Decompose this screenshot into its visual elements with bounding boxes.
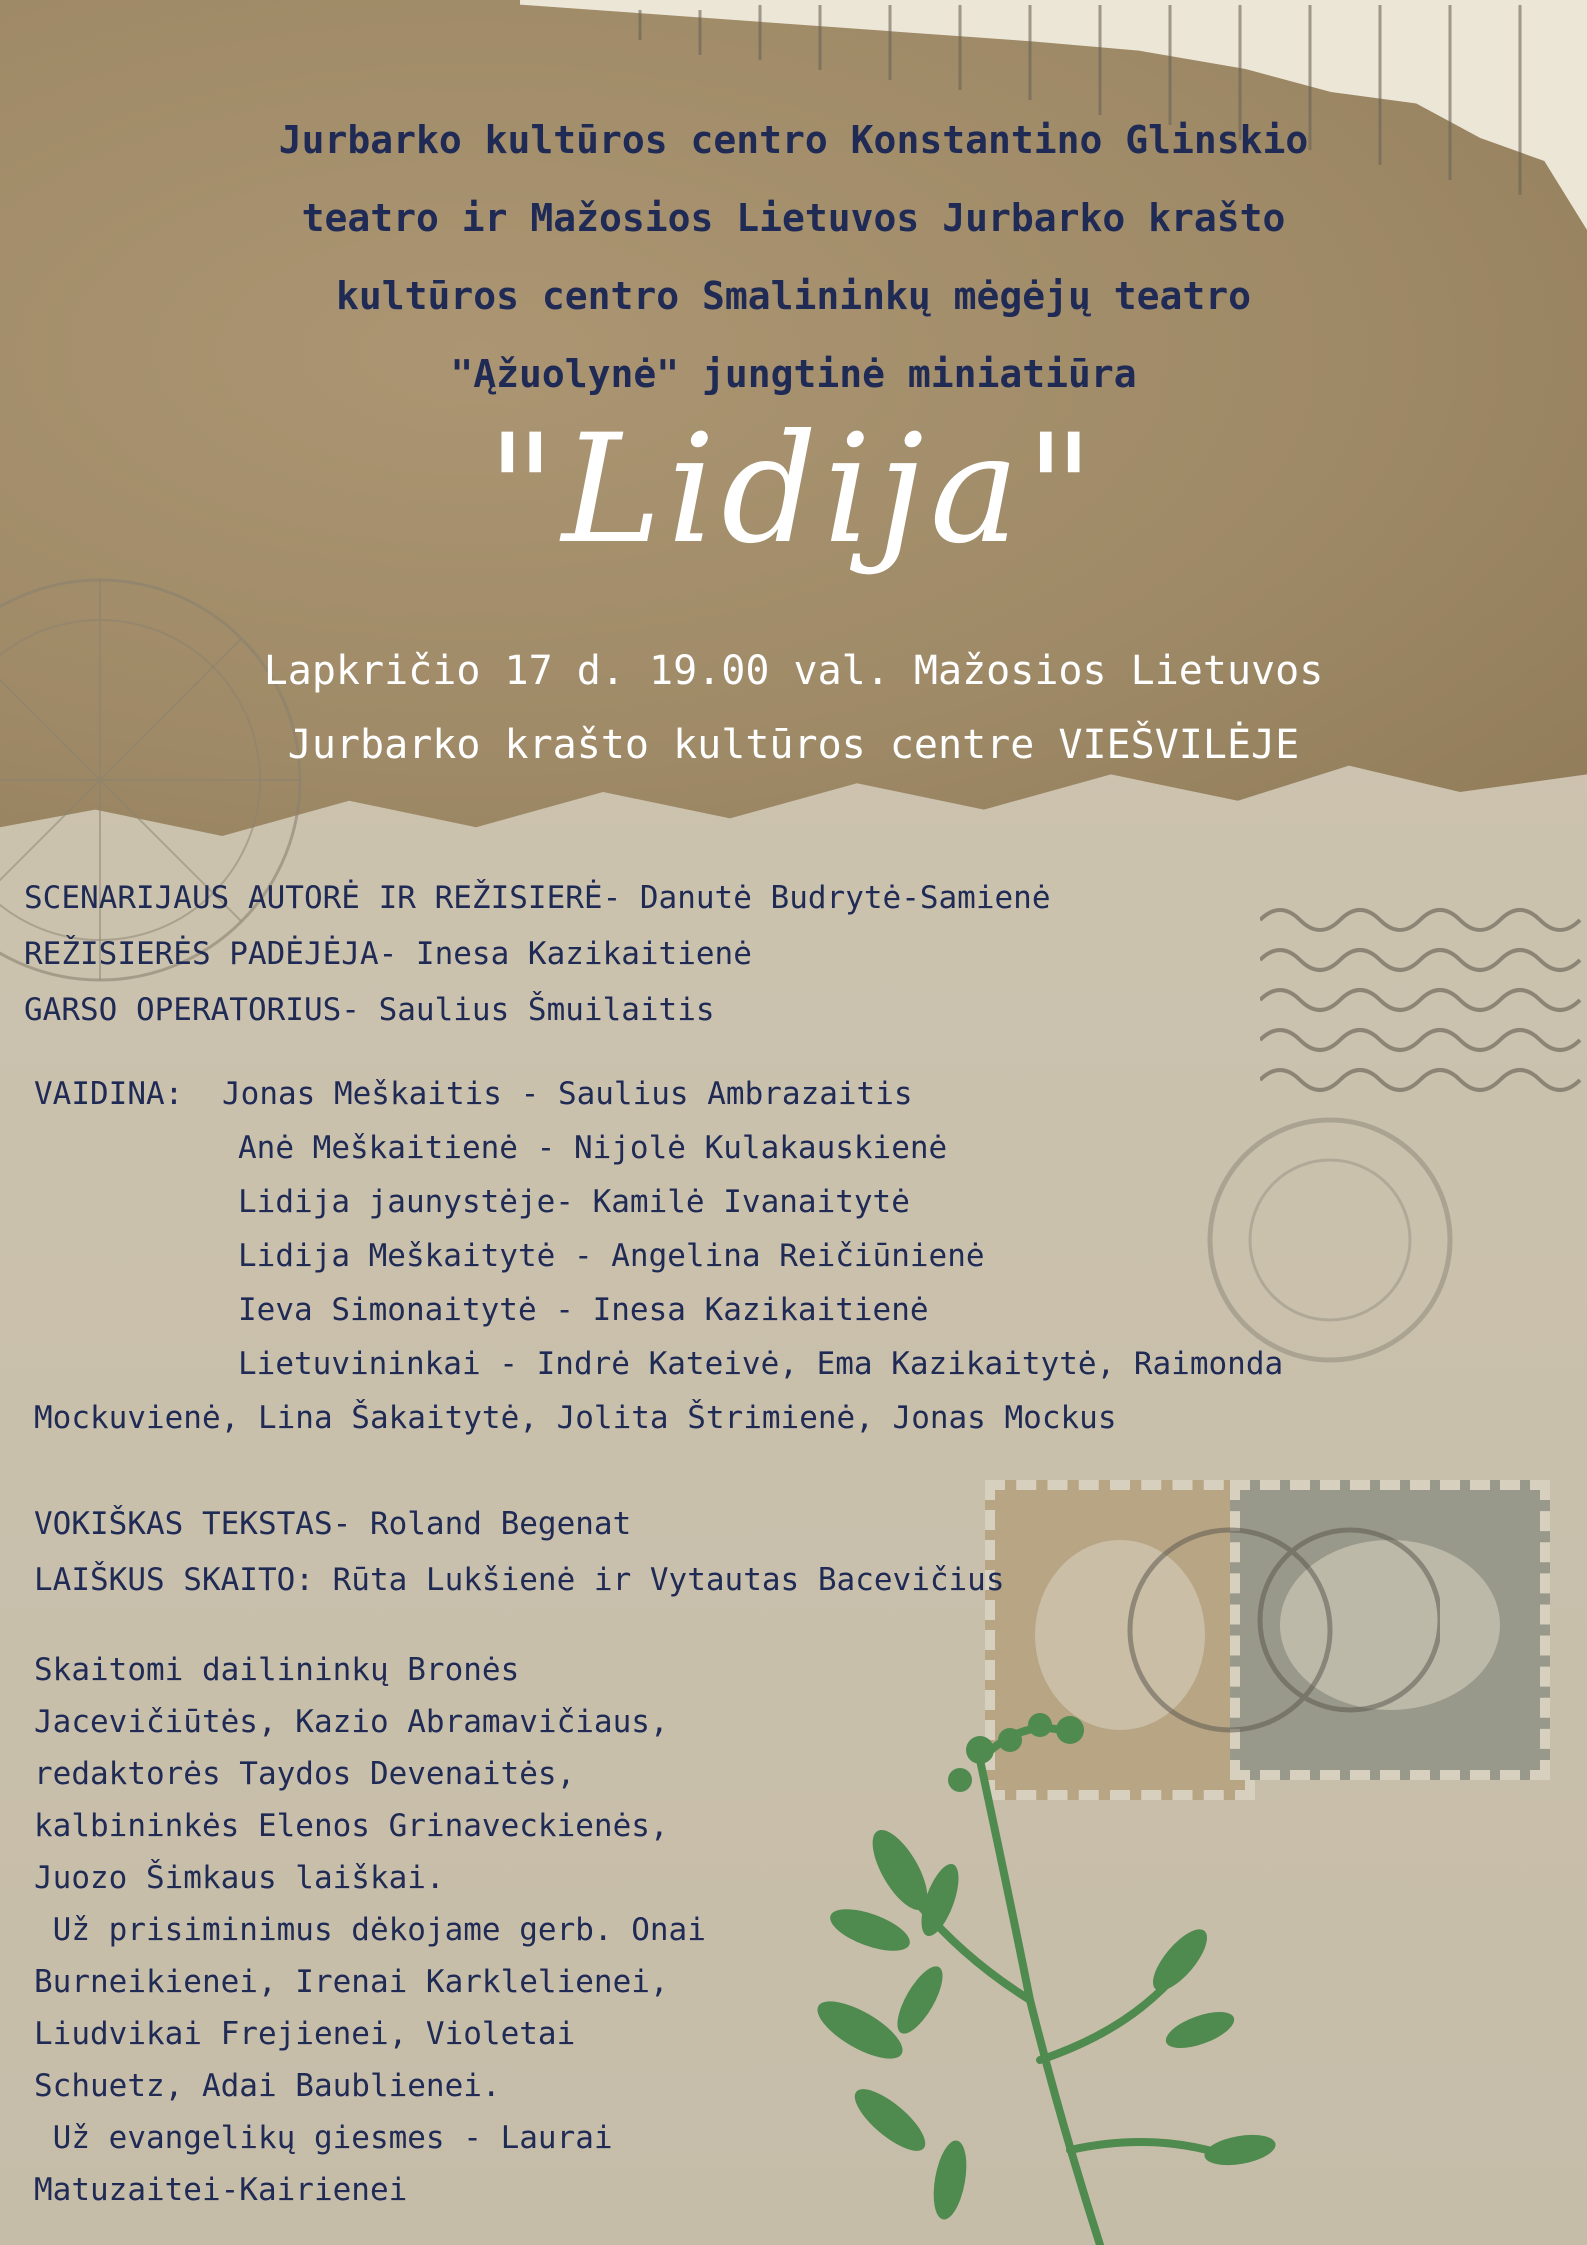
cast-role: Lietuvininkai - Indrė Kateivė, Ema Kazikaitytė, Raimonda [238,1346,1284,1382]
header-line-3: kultūros centro Smalininkų mėgėjų teatro [335,274,1252,318]
note-line: Už prisiminimus dėkojame gerb. Onai [34,1912,706,1948]
cast-first-role: Jonas Meškaitis - Saulius Ambrazaitis [222,1076,913,1112]
credit-letter-readers: LAIŠKUS SKAITO: Rūta Lukšienė ir Vytautas Bacevičius [34,1562,1005,1598]
note-line: Už evangelikų giesmes - Laurai [34,2120,613,2156]
credit-sound: GARSO OPERATORIUS- Saulius Šmuilaitis [24,992,715,1028]
note-line: Juozo Šimkaus laiškai. [34,1860,445,1896]
cast-continuation: Mockuvienė, Lina Šakaitytė, Jolita Štrimienė, Jonas Mockus [34,1400,1117,1436]
newspaper-lines-decoration [560,0,1587,220]
note-line: Matuzaitei-Kairienei [34,2172,408,2208]
compass-rose-decoration [0,560,320,1000]
postmark-wavy-lines [1260,900,1587,1100]
round-postmark [1190,1100,1470,1380]
cast-role: Anė Meškaitienė - Nijolė Kulakauskienė [238,1130,948,1166]
event-venue-line: Jurbarko krašto kultūros centre VIEŠVILĖJE [287,722,1300,768]
credit-assistant: REŽISIERĖS PADĖJĖJA- Inesa Kazikaitienė [24,936,752,972]
event-date-line: Lapkričio 17 d. 19.00 val. Mažosios Lietuvos [263,648,1324,694]
note-line: Schuetz, Adai Baublienei. [34,2068,501,2104]
cast-role: Lidija Meškaitytė - Angelina Reičiūnienė [238,1238,985,1274]
credit-german-text: VOKIŠKAS TEKSTAS- Roland Begenat [34,1506,632,1542]
note-line: Liudvikai Frejienei, Violetai [34,2016,576,2052]
note-line: Skaitomi dailininkų Bronės [34,1652,520,1688]
header-line-4: "Ąžuolynė" jungtinė miniatiūra [450,352,1137,396]
cast-role: Ieva Simonaitytė - Inesa Kazikaitienė [238,1292,929,1328]
play-title: "Lidija" [486,403,1101,577]
credit-director: SCENARIJAUS AUTORĖ IR REŽISIERĖ- Danutė Budrytė-Samienė [24,880,1051,916]
cast-label: VAIDINA: [34,1076,184,1112]
note-line: redaktorės Taydos Devenaitės, [34,1756,576,1792]
cast-role: Lidija jaunystėje- Kamilė Ivanaitytė [238,1184,910,1220]
header-line-1: Jurbarko kultūros centro Konstantino Glinskio [278,118,1309,162]
note-line: Jacevičiūtės, Kazio Abramavičiaus, [34,1704,669,1740]
note-line: Burneikienei, Irenai Karklelienei, [34,1964,669,2000]
note-line: kalbininkės Elenos Grinaveckienės, [34,1808,669,1844]
green-plant-illustration [800,1700,1280,2245]
header-line-2: teatro ir Mažosios Lietuvos Jurbarko krašto [301,196,1286,240]
